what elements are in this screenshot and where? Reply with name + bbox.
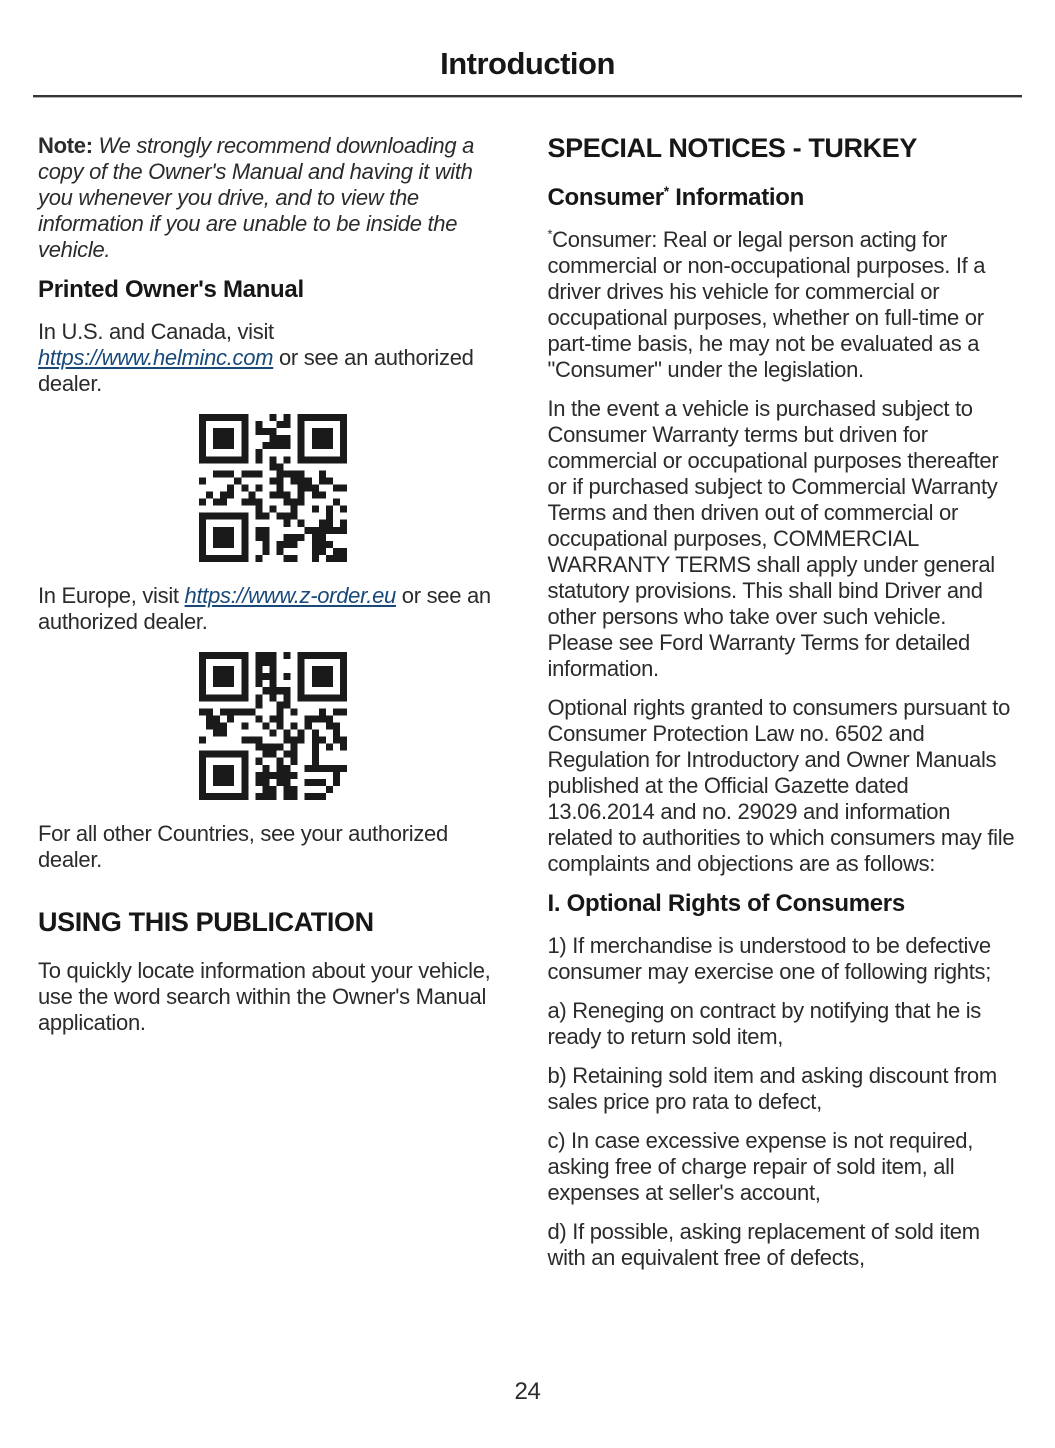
rights-list-item-a: a) Reneging on contract by notifying that he is ready to return sold item, — [547, 998, 982, 1049]
consumer-information-heading — [548, 184, 1018, 212]
helminc-link[interactable]: https://www.helminc.com — [38, 345, 274, 370]
warranty-terms-paragraph: In the event a vehicle is purchased subject to Consumer Warranty terms but driven for commercial or occupational purposes thereafter or if purchased subject to Commercial Warranty Terms and then driven out of commercial or occupational purposes, COMMERCIAL WARRANTY TERMS shall apply under general statutory provisions. This shall bind Driver and other persons who take over such vehicle. Please see Ford Warranty Terms for detailed information. — [547, 396, 999, 681]
definition-asterisk: * — [547, 226, 553, 242]
printed-owners-manual-heading: Printed Owner's Manual — [38, 276, 304, 303]
note-text: We strongly recommend downloading a copy of the Owner's Manual and having it with you whenever you drive, and to view the information if you are unable to be inside the vehicle. — [38, 133, 475, 262]
us-canada-paragraph — [38, 319, 508, 397]
z-order-link[interactable]: https://www.z-order.eu — [184, 583, 396, 608]
page-content — [0, 97, 1055, 1284]
definition-text: Consumer: Real or legal person acting for commercial or non-occupational purposes. If a driver drives his vehicle for commercial or occupational purposes, whether on full-time or part-time basis, he may not be evaluated as a "Consumer" under the legislation. — [547, 227, 986, 382]
optional-rights-intro-paragraph: Optional rights granted to consumers pursuant to Consumer Protection Law no. 6502 and Regulation for Introductory and Owner Manuals published at the Official Gazette dated 13.06.2014 and no. 29029 and information related to authorities to which consumers may file complaints and objections are as follows: — [547, 695, 1015, 876]
consumer-heading-asterisk: * — [663, 183, 669, 199]
page-header — [0, 0, 1055, 97]
right-column — [548, 133, 1018, 1284]
rights-list-item-b: b) Retaining sold item and asking discount from sales price pro rata to defect, — [547, 1063, 997, 1114]
note-label: Note: — [38, 133, 99, 158]
optional-rights-of-consumers-heading: I. Optional Rights of Consumers — [547, 890, 905, 917]
consumer-heading-text: Consumer — [547, 184, 664, 211]
europe-text-after: or see an authorized dealer. — [38, 583, 491, 634]
page-title: Introduction — [440, 46, 615, 81]
using-publication-paragraph: To quickly locate information about your vehicle, use the word search within the Owner's Manual application. — [38, 958, 491, 1035]
special-notices-turkey-heading: SPECIAL NOTICES - TURKEY — [547, 133, 917, 163]
note-paragraph — [38, 133, 508, 263]
qr-code-us-canada — [199, 414, 347, 562]
page-footer — [0, 1378, 1055, 1406]
qr-code-europe — [199, 652, 347, 800]
us-text-before: In U.S. and Canada, visit — [38, 319, 274, 344]
information-heading-text: Information — [668, 184, 804, 211]
page-number: 24 — [514, 1378, 541, 1405]
europe-paragraph — [38, 583, 508, 635]
other-countries-paragraph: For all other Countries, see your authorized dealer. — [38, 821, 448, 872]
rights-list-item-c: c) In case excessive expense is not required, asking free of charge repair of sold item, all expenses at seller's account, — [547, 1128, 974, 1205]
using-this-publication-heading: USING THIS PUBLICATION — [38, 907, 374, 937]
rights-list-item-1: 1) If merchandise is understood to be defective consumer may exercise one of following rights; — [547, 933, 992, 984]
consumer-definition-paragraph — [548, 227, 1018, 383]
rights-list-item-d: d) If possible, asking replacement of sold item with an equivalent free of defects, — [547, 1219, 980, 1270]
europe-text-before: In Europe, visit — [38, 583, 185, 608]
us-text-after: or see an authorized dealer. — [38, 345, 474, 396]
left-column — [38, 133, 508, 1284]
